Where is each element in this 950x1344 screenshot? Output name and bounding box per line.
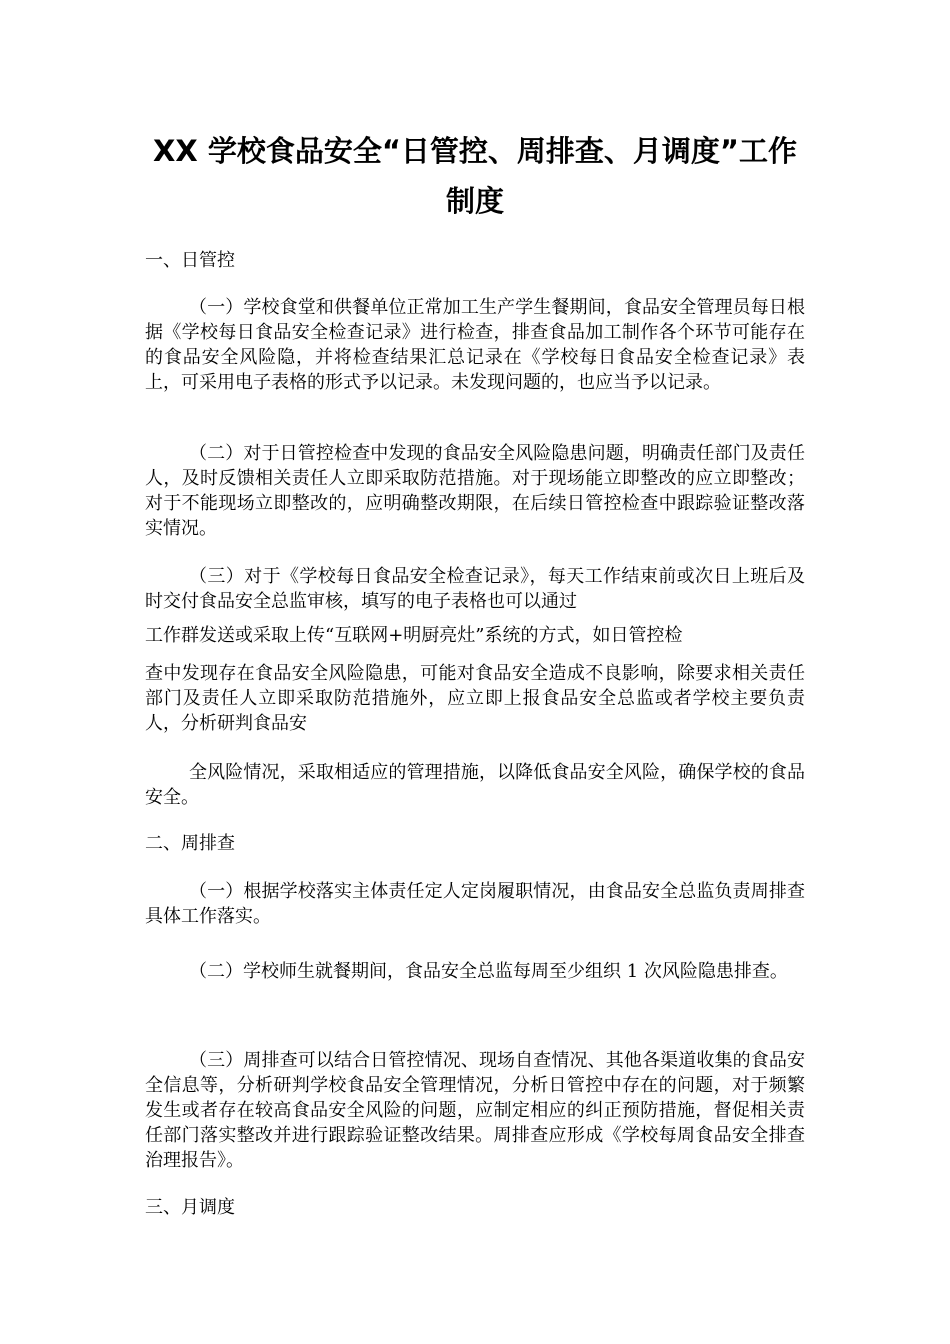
section-heading-daily-control: 一、日管控 (145, 250, 235, 271)
section-heading-weekly-check: 二、周排查 (145, 833, 235, 854)
document-title-line-1: XX 学校食品安全“日管控、周排查、月调度”工作 (153, 134, 797, 168)
daily-control-paragraph-2: （二）对于日管控检查中发现的食品安全风险隐患问题，明确责任部门及责任人，及时反馈相关责任人立即采取防范措施。对于现场能立即整改的应立即整改；对于不能现场立即整改的，应明确整改期限，在后续日管控检查中跟踪验证整改落实情况。 (145, 443, 805, 539)
document-title-line-2: 制度 (445, 184, 504, 218)
weekly-check-paragraph-2: （二）学校师生就餐期间，食品安全总监每周至少组织 1 次风险隐患排查。 (189, 961, 788, 982)
daily-control-paragraph-3c: 查中发现存在食品安全风险隐患，可能对食品安全造成不良影响，除要求相关责任部门及责任人立即采取防范措施外，应立即上报食品安全总监或者学校主要负责人，分析研判食品安 (145, 663, 805, 734)
daily-control-paragraph-4: 全风险情况，采取相适应的管理措施，以降低食品安全风险，确保学校的食品安全。 (145, 762, 805, 808)
weekly-check-paragraph-3: （三）周排查可以结合日管控情况、现场自查情况、其他各渠道收集的食品安全信息等，分析研判学校食品安全管理情况，分析日管控中存在的问题，对于频繁发生或者存在较高食品安全风险的问题，应制定相应的纠正预防措施，督促相关责任部门落实整改并进行跟踪验证整改结果。周排查应形成《学校每周食品安全排查治理报告》。 (145, 1050, 805, 1171)
daily-control-paragraph-3b: 工作群发送或采取上传“互联网+明厨亮灶”系统的方式，如日管控检 (145, 625, 683, 646)
daily-control-paragraph-1: （一）学校食堂和供餐单位正常加工生产学生餐期间，食品安全管理员每日根据《学校每日食品安全检查记录》进行检查，排查食品加工制作各个环节可能存在的食品安全风险隐，并将检查结果汇总记录在《学校每日食品安全检查记录》表上，可采用电子表格的形式予以记录。未发现问题的，也应当予以记录。 (145, 297, 805, 393)
weekly-check-paragraph-1: （一）根据学校落实主体责任定人定岗履职情况，由食品安全总监负责周排查具体工作落实。 (145, 881, 805, 927)
section-heading-monthly-dispatch: 三、月调度 (145, 1197, 235, 1218)
daily-control-paragraph-3a: （三）对于《学校每日食品安全检查记录》，每天工作结束前或次日上班后及时交付食品安全总监审核，填写的电子表格也可以通过 (145, 566, 805, 612)
